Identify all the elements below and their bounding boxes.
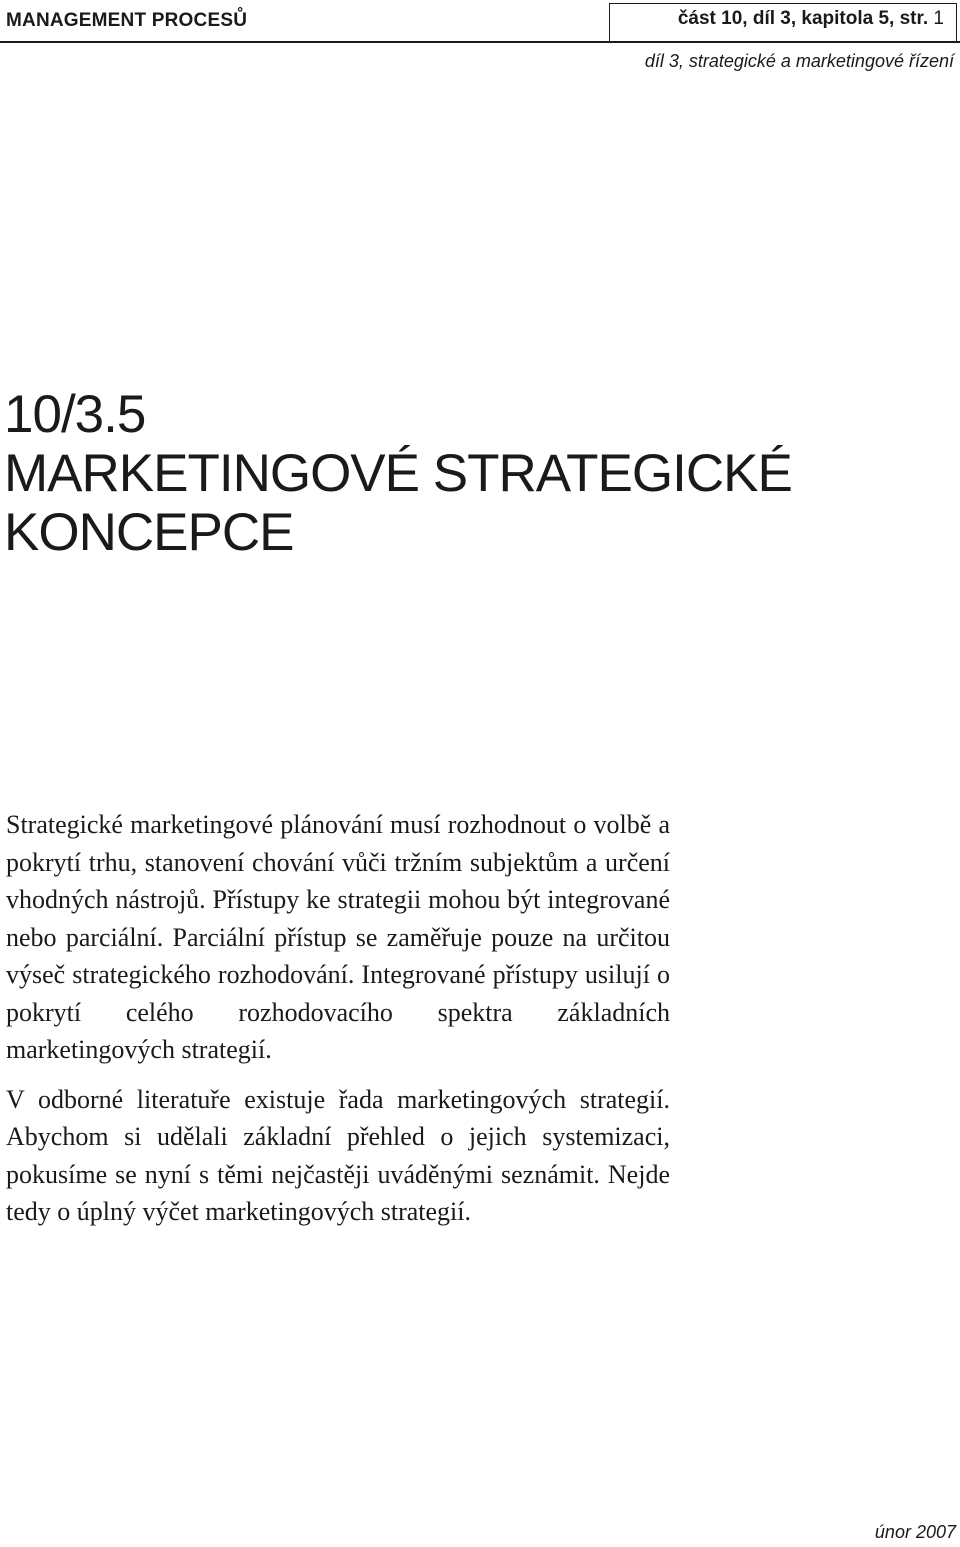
page-reference-label: část 10, díl 3, kapitola 5, str. [677,8,929,29]
chapter-title-line-2: KONCEPCE [4,503,294,562]
page-reference [678,8,944,30]
chapter-number: 10/3.5 [4,385,146,444]
page-reference-number: 1 [933,8,944,29]
chapter-title-line-1: MARKETINGOVÉ STRATEGICKÉ [4,444,792,503]
body-paragraph-1: Strategické marketingové plánování musí rozhodnout o volbě a pokrytí trhu, stanovení chování vůči tržním subjektům a určení vhodných nástrojů. Přístupy ke strategii mohou být integrované nebo parciální. Parciální přístup se zaměřuje pouze na určitou výseč strategického rozhodování. Integrované přístupy usilují o pokrytí celého rozhodovacího spektra základních marketingových strategií. [6,810,670,1064]
body-paragraph-2: V odborné literatuře existuje řada marketingových strategií. Abychom si udělali základní přehled o jejich systemizaci, pokusíme se nyní s těmi nejčastěji uváděnými seznámit. Nejde tedy o úplný výčet marketingových strategií. [6,1084,670,1226]
section-subheader: díl 3, strategické a marketingové řízení [644,51,954,71]
body-text [6,806,670,1243]
header-rule [0,41,960,43]
footer-date: únor 2007 [874,1522,956,1542]
page-reference-box [609,3,957,41]
running-header-title: MANAGEMENT PROCESŮ [6,10,248,31]
chapter-title [4,444,792,562]
